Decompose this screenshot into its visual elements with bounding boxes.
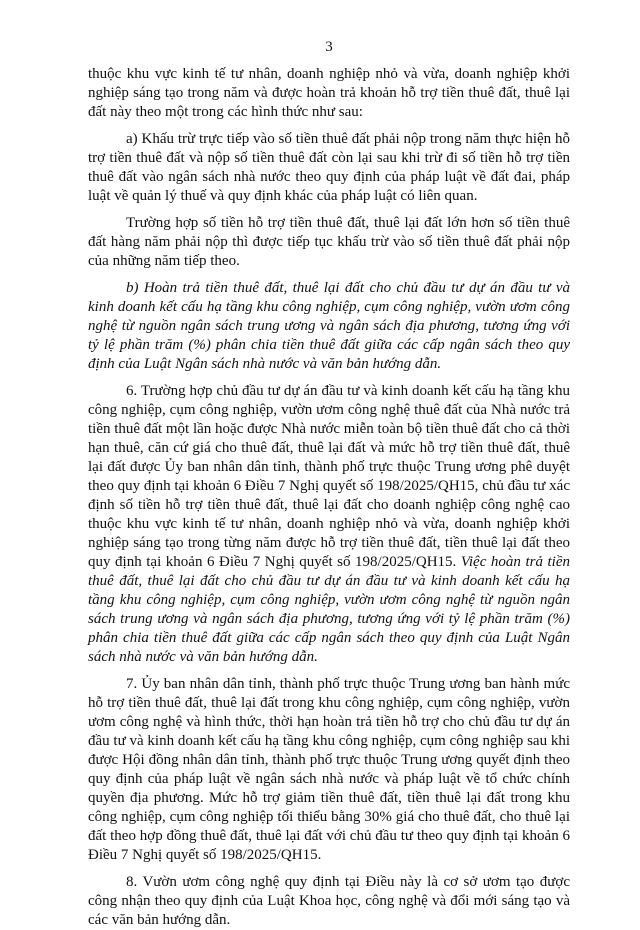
paragraph-item-7: 7. Ủy ban nhân dân tỉnh, thành phố trực thuộc Trung ương ban hành mức hỗ trợ tiền thuê đất, thuê lại đất trong khu công nghiệp, cụm công nghiệp, vườn ươm công nghệ và hình thức, thời hạn hoàn trả tiền hỗ trợ cho chủ đầu tư dự án đầu tư và kinh doanh kết cấu hạ tầng khu công nghiệp, cụm công nghiệp sau khi được Hội đồng nhân dân tỉnh, thành phố trực thuộc Trung ương quyết định theo quy định của pháp luật về ngân sách nhà nước và pháp luật về tổ chức chính quyền địa phương. Mức hỗ trợ giảm tiền thuê đất, tiền thuê lại đất trong khu công nghiệp, cụm công nghiệp tối thiểu bằng 30% giá cho thuê đất, cho thuê lại đất theo hợp đồng thuê đất, thuê lại đất với chủ đầu tư theo quy định tại khoản 6 Điều 7 Nghị quyết số 198/2025/QH15. [88,676,570,863]
paragraph-excess-support: Trường hợp số tiền hỗ trợ tiền thuê đất, thuê lại đất lớn hơn số tiền thuê đất hàng năm phải nộp thì được tiếp tục khấu trừ vào số tiền thuê đất phải nộp của những năm tiếp theo. [88,215,570,269]
item-6-text: 6. Trường hợp chủ đầu tư dự án đầu tư và kinh doanh kết cấu hạ tầng khu công nghiệp, cụm công nghiệp, vườn ươm công nghệ thuê đất của Nhà nước trả tiền thuê đất một lần hoặc được Nhà nước miễn toàn bộ tiền thuê đất cho cả thời hạn thuê, căn cứ giá cho thuê đất, thuê lại đất và mức hỗ trợ tiền thuê đất, thuê lại đất được Ủy ban nhân dân tỉnh, thành phố trực thuộc Trung ương phê duyệt theo quy định tại khoản 6 Điều 7 Nghị quyết số 198/2025/QH15, chủ đầu tư xác định số tiền hỗ trợ tiền thuê đất, thuê lại đất cho doanh nghiệp công nghệ cao thuộc khu vực kinh tế tư nhân, doanh nghiệp nhỏ và vừa, doanh nghiệp khởi nghiệp sáng tạo trong từng năm được hỗ trợ tiền thuê đất, tiền thuê lại đất theo quy định tại khoản 6 Điều 7 Nghị quyết số 198/2025/QH15. [88,383,570,570]
paragraph-continuation: thuộc khu vực kinh tế tư nhân, doanh nghiệp nhỏ và vừa, doanh nghiệp khởi nghiệp sáng tạo trong năm và được hoàn trả khoản hỗ trợ tiền thuê đất, thuê lại đất này theo một trong các hình thức như sau: [88,66,570,120]
paragraph-clause-b: b) Hoàn trả tiền thuê đất, thuê lại đất cho chủ đầu tư dự án đầu tư và kinh doanh kết cấu hạ tầng khu công nghiệp, cụm công nghiệp, vườn ươm công nghệ từ nguồn ngân sách trung ương và ngân sách địa phương, tương ứng với tỷ lệ phần trăm (%) phân chia tiền thuê đất giữa các cấp ngân sách theo quy định của Luật Ngân sách nhà nước và văn bản hướng dẫn. [88,280,570,372]
paragraph-item-8: 8. Vườn ươm công nghệ quy định tại Điều này là cơ sở ươm tạo được công nhận theo quy định của Luật Khoa học, công nghệ và đổi mới sáng tạo và các văn bản hướng dẫn. [88,874,570,928]
item-6-italic-text: Việc hoàn trả tiền thuê đất, thuê lại đất cho chủ đầu tư dự án đầu tư và kinh doanh kết cấu hạ tầng khu công nghiệp, cụm công nghiệp, vườn ươm công nghệ từ nguồn ngân sách trung ương và ngân sách địa phương, tương ứng với tỷ lệ phần trăm (%) phân chia tiền thuê đất giữa các cấp ngân sách theo quy định của Luật Ngân sách nhà nước và văn bản hướng dẫn. [88,554,570,665]
paragraph-item-6 [88,382,570,667]
paragraph-clause-a: a) Khấu trừ trực tiếp vào số tiền thuê đất phải nộp trong năm thực hiện hỗ trợ tiền thuê đất và nộp số tiền thuê đất còn lại sau khi trừ đi số tiền hỗ trợ tiền thuê đất vào ngân sách nhà nước theo quy định của pháp luật về đất đai, pháp luật về quản lý thuế và quy định khác của pháp luật có liên quan. [88,131,570,204]
page-number: 3 [325,39,333,55]
